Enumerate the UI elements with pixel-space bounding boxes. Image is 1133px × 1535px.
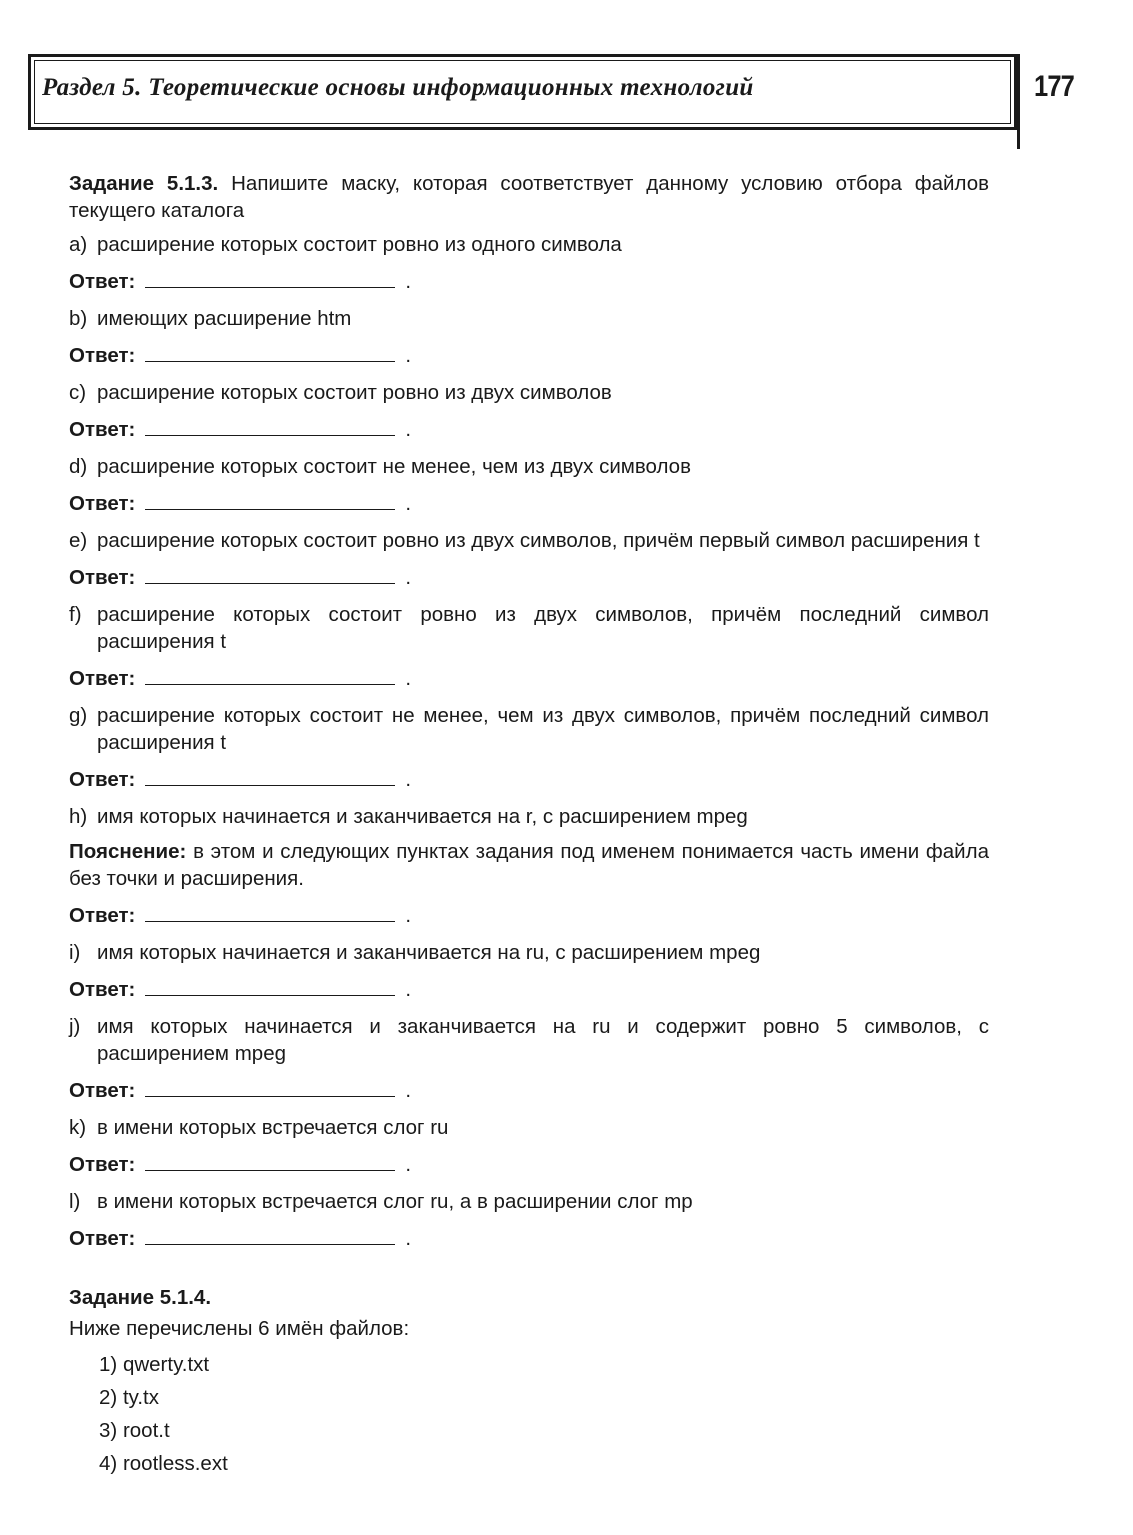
answer-label: Ответ: — [69, 344, 136, 367]
item-marker: l) — [69, 1190, 81, 1213]
answer-dot: . — [405, 667, 412, 690]
task-513-intro: Напишите маску, которая соответствует данному условию отбора файлов текущего каталога — [69, 172, 989, 222]
answer-row — [69, 564, 989, 591]
list-item — [69, 1188, 989, 1215]
answer-dot: . — [405, 418, 412, 441]
item-text: расширение которых состоит ровно из одного символа — [97, 233, 622, 256]
item-text: расширение которых состоит ровно из двух символов, причём последний символ расширения t — [97, 603, 989, 653]
answer-label: Ответ: — [69, 904, 136, 927]
item-marker: i) — [69, 941, 81, 964]
list-item — [69, 803, 989, 830]
file-list-item — [99, 1381, 989, 1414]
answer-row — [69, 976, 989, 1003]
answer-dot: . — [405, 1227, 412, 1250]
list-item — [69, 702, 989, 756]
file-number: 4) — [99, 1452, 118, 1475]
file-number: 2) — [99, 1386, 118, 1409]
item-text: имя которых начинается и заканчивается на ru и содержит ровно 5 символов, с расширением mpeg — [97, 1015, 989, 1065]
answer-label: Ответ: — [69, 768, 136, 791]
answer-row — [69, 342, 989, 369]
answer-label: Ответ: — [69, 1153, 136, 1176]
list-item — [69, 527, 989, 554]
item-marker: a) — [69, 233, 88, 256]
file-list-item — [99, 1348, 989, 1381]
item-text: расширение которых состоит ровно из двух символов, причём первый символ расширения t — [97, 529, 980, 552]
answer-row — [69, 766, 989, 793]
item-marker: k) — [69, 1116, 87, 1139]
answer-dot: . — [405, 904, 412, 927]
list-item — [69, 601, 989, 655]
answer-label: Ответ: — [69, 492, 136, 515]
answer-dot: . — [405, 344, 412, 367]
task-514-heading: Задание 5.1.4. — [69, 1286, 212, 1309]
item-text: имя которых начинается и заканчивается на ru, с расширением mpeg — [97, 941, 761, 964]
list-item — [69, 1013, 989, 1067]
list-item — [69, 305, 989, 332]
task-513-intro-paragraph — [69, 170, 989, 224]
list-item — [69, 379, 989, 406]
item-text: расширение которых состоит не менее, чем из двух символов — [97, 455, 691, 478]
page-number: 177 — [1034, 70, 1075, 103]
list-item — [69, 1114, 989, 1141]
answer-blank[interactable] — [145, 491, 395, 510]
answer-dot: . — [405, 270, 412, 293]
note-text: в этом и следующих пунктах задания под именем понимается часть имени файла без точки и расширения. — [69, 840, 989, 890]
file-list-item — [99, 1447, 989, 1480]
answer-dot: . — [405, 1079, 412, 1102]
answer-label: Ответ: — [69, 667, 136, 690]
section-title: Раздел 5. Теоретические основы информационных технологий — [42, 74, 754, 101]
answer-row — [69, 902, 989, 929]
task-514-section — [69, 1284, 989, 1480]
file-number: 3) — [99, 1419, 118, 1442]
answer-dot: . — [405, 566, 412, 589]
answer-blank[interactable] — [145, 269, 395, 288]
file-name: root.t — [122, 1419, 170, 1442]
answer-label: Ответ: — [69, 566, 136, 589]
answer-blank[interactable] — [145, 1226, 395, 1245]
answer-dot: . — [405, 1153, 412, 1176]
answer-label: Ответ: — [69, 978, 136, 1001]
item-text: имя которых начинается и заканчивается на r, с расширением mpeg — [97, 805, 748, 828]
file-list-item — [99, 1414, 989, 1447]
answer-label: Ответ: — [69, 270, 136, 293]
answer-row — [69, 416, 989, 443]
item-marker: h) — [69, 805, 88, 828]
answer-label: Ответ: — [69, 1227, 136, 1250]
item-marker: b) — [69, 307, 88, 330]
answer-blank[interactable] — [145, 903, 395, 922]
item-marker: j) — [69, 1015, 81, 1038]
file-list — [99, 1348, 989, 1480]
answer-blank[interactable] — [145, 977, 395, 996]
item-marker: f) — [69, 603, 82, 626]
answer-blank[interactable] — [145, 565, 395, 584]
answer-row — [69, 1225, 989, 1252]
item-text: расширение которых состоит не менее, чем из двух символов, причём последний символ расширения t — [97, 704, 989, 754]
answer-blank[interactable] — [145, 767, 395, 786]
answer-row — [69, 268, 989, 295]
list-item — [69, 453, 989, 480]
file-name: qwerty.txt — [122, 1353, 210, 1376]
task-514-intro: Ниже перечислены 6 имён файлов: — [69, 1317, 410, 1340]
item-marker: e) — [69, 529, 88, 552]
item-text: расширение которых состоит ровно из двух символов — [97, 381, 612, 404]
answer-blank[interactable] — [145, 417, 395, 436]
page-content — [69, 170, 989, 1480]
task-513-heading: Задание 5.1.3. — [69, 172, 219, 195]
answer-row — [69, 1151, 989, 1178]
list-item — [69, 939, 989, 966]
answer-row — [69, 665, 989, 692]
answer-row — [69, 490, 989, 517]
answer-label: Ответ: — [69, 1079, 136, 1102]
answer-blank[interactable] — [145, 343, 395, 362]
list-item — [69, 231, 989, 258]
item-text: в имени которых встречается слог ru, а в расширении слог mp — [97, 1190, 693, 1213]
answer-dot: . — [405, 978, 412, 1001]
answer-row — [69, 1077, 989, 1104]
item-marker: c) — [69, 381, 87, 404]
note-label: Пояснение: — [69, 840, 187, 863]
answer-dot: . — [405, 768, 412, 791]
answer-blank[interactable] — [145, 1078, 395, 1097]
file-name: rootless.ext — [122, 1452, 228, 1475]
answer-blank[interactable] — [145, 666, 395, 685]
header-right-rule — [1017, 54, 1020, 149]
file-number: 1) — [99, 1353, 118, 1376]
item-text: в имени которых встречается слог ru — [97, 1116, 449, 1139]
answer-blank[interactable] — [145, 1152, 395, 1171]
item-text: имеющих расширение htm — [97, 307, 352, 330]
file-name: ty.tx — [122, 1386, 160, 1409]
note-paragraph — [69, 838, 989, 892]
answer-dot: . — [405, 492, 412, 515]
item-marker: d) — [69, 455, 88, 478]
answer-label: Ответ: — [69, 418, 136, 441]
item-marker: g) — [69, 704, 88, 727]
